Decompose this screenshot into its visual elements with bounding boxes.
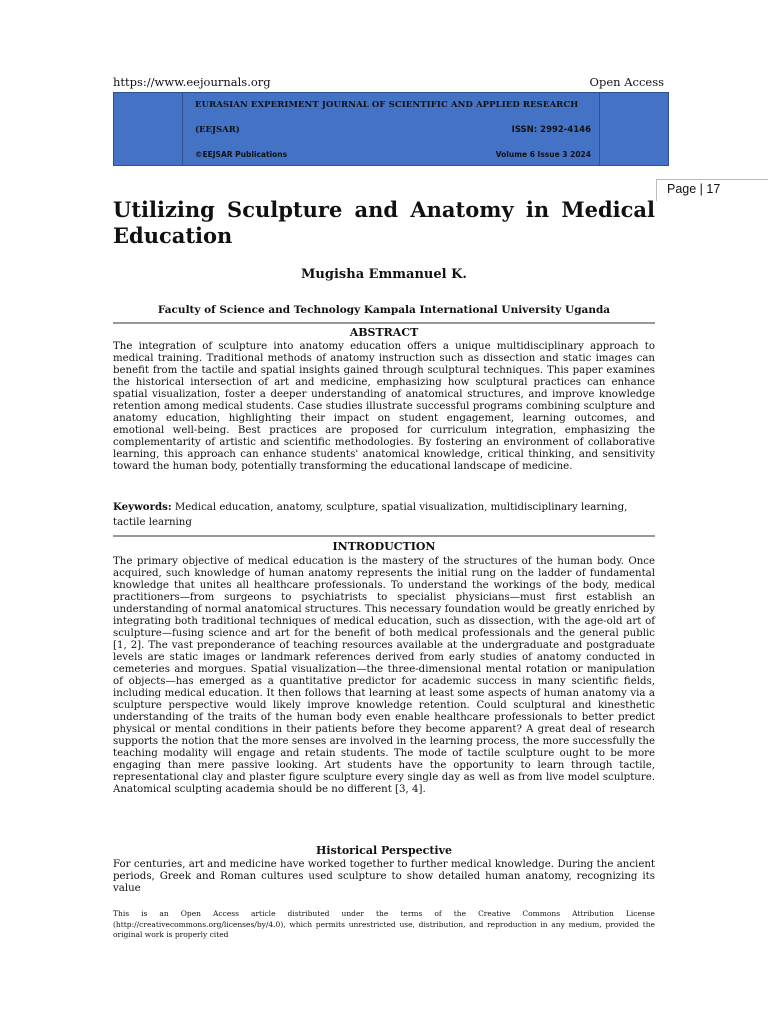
introduction-text: The primary objective of medical education is the mastery of the structures of the human body. Once acquired, such knowledge of human anatomy represents the initial rung on the ladder of fundamental knowledge that unites all healthcare professionals. To understand the workings of the body, medical practitioners—from surgeons to psychiatrists to specialist physicians—must first establish an understanding of normal anatomical structures. This necessary foundation would be greatly enriched by integrating both traditional techniques of medical education, such as dissection, with the age-old art of sculpture—fusing science and art for the benefit of both medical professionals and the general public [1, 2]. The vast preponderance of teaching resources available at the undergraduate and postgraduate levels are static images or landmark references derived from early studies of anatomy conducted in cemeteries and morgues. Spatial visualization—the three-dimensional mental rotation or manipulation of objects—has emerged as a quantitative predictor for academic success in many scientific fields, including medical education. It then follows that learning at least some aspects of human anatomy via a sculpture perspective would likely improve knowledge retention. Could sculptural and kinesthetic understanding of the traits of the human body even enable healthcare professionals to better predict physical or mental conditions in their patients before they become apparent? A great deal of research supports the notion that the more senses are involved in the learning process, the more successfully the teaching modality will engage and retain students. The mode of tactile sculpture ought to be more engaging than mere passive looking. Art students have the opportunity to learn through tactile, representational clay and plaster figure sculpture every single day as well as from live model sculpture. Anatomical sculpting academia should be no different [3, 4]. [113,556,655,795]
license-footer: This is an Open Access article distributed under the terms of the Creative Commons Attribution License (http://creativecommons.org/licenses/by/4.0), which permits unrestricted use, distribution, and reproduction in any medium, provided the original work is properly cited [113,909,655,939]
banner-center-panel [182,93,600,165]
open-access-label: Open Access [589,75,664,89]
journal-abbrev: (EEJSAR) [195,125,240,135]
abstract-text: The integration of sculpture into anatomy education offers a unique multidisciplinary approach to medical training. Traditional methods of anatomy instruction such as dissection and static images can benefit from the tactile and spatial insights gained through sculptural techniques. This paper examines the historical intersection of art and medicine, emphasizing how sculptural practices can enhance spatial visualization, foster a deeper understanding of anatomical structures, and improve knowledge retention among medical students. Case studies illustrate successful programs combining sculpture and anatomy education, highlighting their impact on student engagement, learning outcomes, and emotional well-being. Best practices are proposed for curriculum integration, emphasizing the complementarity of artistic and scientific methodologies. By fostering an environment of collaborative learning, this approach can enhance students' anatomical knowledge, critical thinking, and sensitivity toward the human body, potentially transforming the educational landscape of medicine. [113,341,655,472]
journal-publisher: ©EEJSAR Publications [195,150,288,159]
abstract-heading: ABSTRACT [349,326,419,339]
keywords [113,500,655,530]
journal-banner [113,92,669,166]
journal-url[interactable]: https://www.eejournals.org [113,75,271,89]
divider [113,535,655,537]
author-affiliation: Faculty of Science and Technology Kampala International University Uganda [157,304,611,316]
historical-perspective-heading: Historical Perspective [316,844,452,857]
page-number: Page | 17 [656,179,768,201]
keywords-label: Keywords: [113,501,172,513]
journal-name: EURASIAN EXPERIMENT JOURNAL OF SCIENTIFIC AND APPLIED RESEARCH [195,100,579,110]
journal-volume: Volume 6 Issue 3 2024 [495,150,591,159]
author-name: Mugisha Emmanuel K. [301,267,467,282]
title-line-1: Utilizing Sculpture and Anatomy in Medical [113,197,655,222]
title-line-2: Education [113,223,233,248]
article-title [113,197,655,249]
introduction-heading: INTRODUCTION [332,540,436,553]
historical-perspective-text: For centuries, art and medicine have worked together to further medical knowledge. During the ancient periods, Greek and Roman cultures used sculpture to show detailed human anatomy, recognizing its value [113,859,655,894]
divider [113,322,655,324]
keywords-text: Medical education, anatomy, sculpture, spatial visualization, multidisciplinary learning, tactile learning [113,502,628,528]
journal-issn: ISSN: 2992-4146 [511,125,591,135]
